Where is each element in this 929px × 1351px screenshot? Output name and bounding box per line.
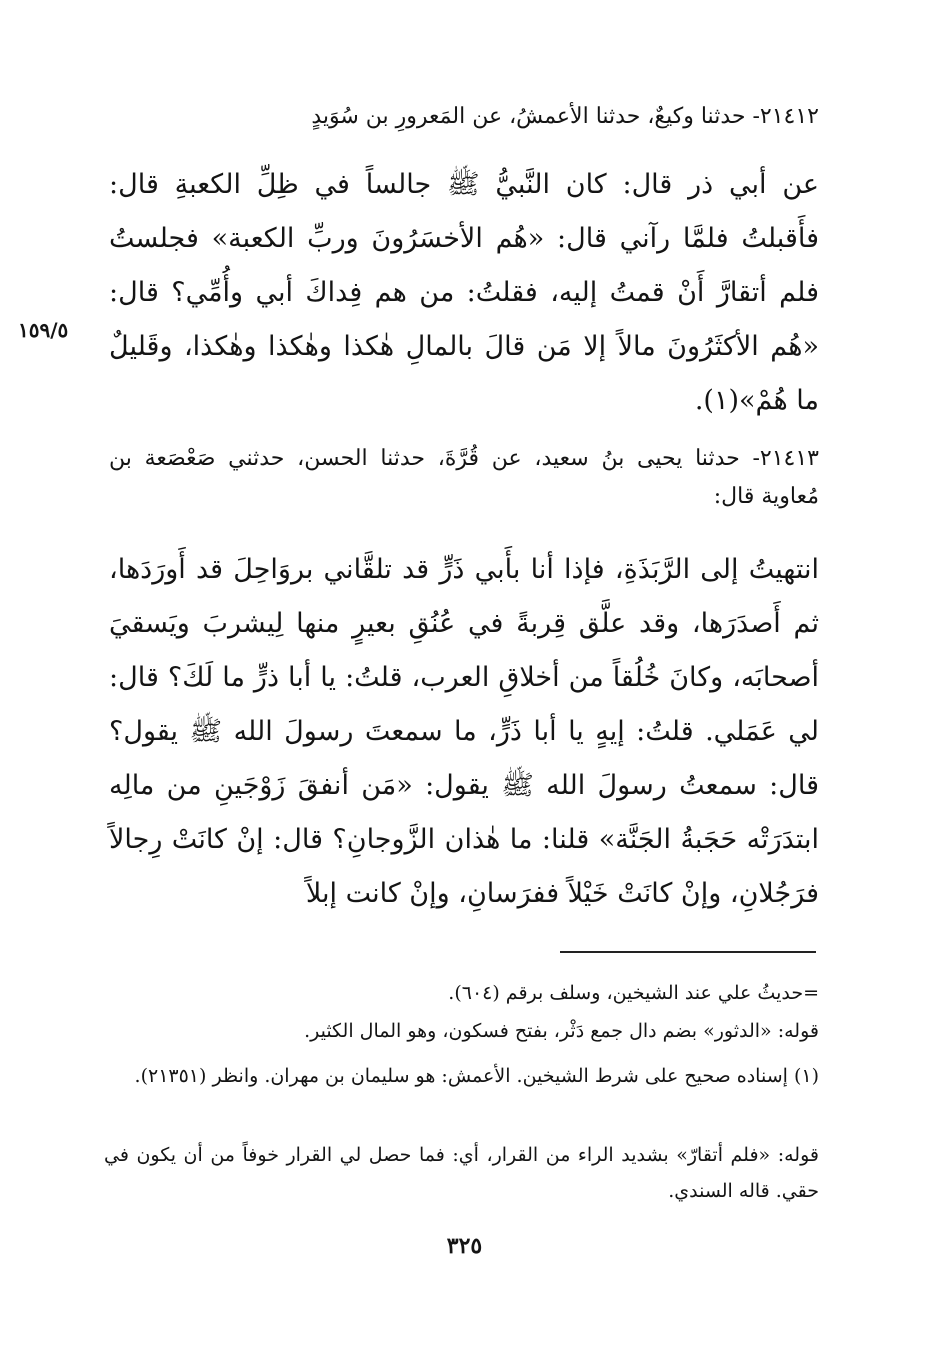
hadith-text-2141x: عن أبي ذر قال: كان النَّبيُّ ﷺ جالساً في ظِلِّ الكعبةِ قال: فأَقبلتُ فلمَّا رآني قال: «هُم الأخسَرُونَ وربِّ الكعبة» فجلستُ فلم أتقارَّ أَنْ قمتُ إليه، فقلتُ: من هم فِداكَ أبي وأُمِّي؟ قال: «هُم الأكثَرُونَ مالاً إلا مَن قالَ بالمالِ هٰكذا وهٰكذا وهٰكذا، وقَليلٌ ما هُمْ»(١). (109, 169, 819, 416)
footnote-separator (560, 951, 816, 953)
hadith-header-2141x: ٢١٤١٢- حدثنا وكيعٌ، حدثنا الأعمشُ، عن المَعرورِ بن سُوَيدٍ (311, 104, 819, 129)
page-number: ٣٢٥ (446, 1233, 483, 1259)
margin-reference: ١٥٩/٥ (18, 318, 69, 342)
footnote-dathur: قوله: «الدثور» بضم دال جمع دَثْر، بفتح فسكون، وهو المال الكثير. (304, 1020, 819, 1042)
hadith-text-21413: انتهيتُ إلى الرَّبَذَةِ، فإذا أنا بأَبي ذَرٍّ قد تلقَّاني بروَاحِلَ قد أَورَدَها، ثم أَصدَرَها، وقد علَّق قِربةً في عُنُقِ بعيرٍ منها لِيشربَ ويَسقيَ أصحابَه، وكانَ خُلُقاً من أخلاقِ العرب، قلتُ: يا أبا ذرٍّ ما لَكَ؟ قال: لي عَمَلي. قلتُ: إيهٍ يا أبا ذَرٍّ، ما سمعتَ رسولَ الله ﷺ يقول؟ قال: سمعتُ رسولَ الله ﷺ يقول: «مَن أنفقَ زَوْجَينِ من مالِه ابتدَرَتْه حَجَبةُ الجَنَّة» قلنا: ما هٰذان الزَّوجانِ؟ قال: إنْ كانَتْ رِجالاً فرَجُلانِ، وإنْ كانَتْ خَيْلاً ففرَسانِ، وإنْ كانت إبلاً (109, 554, 819, 909)
footnote-1: (١) إسناده صحيح على شرط الشيخين. الأعمش: هو سليمان بن مهران. وانظر (٢١٣٥١). (134, 1065, 819, 1087)
footnote-taqarr: قوله: «فلم أتقارّ» بشديد الراء من القرار، أي: فما حصل لي القرار خوفاً من أن يكون في حقي. قاله السندي. (104, 1144, 819, 1202)
hadith-header-21413: ٢١٤١٣- حدثنا يحيى بنُ سعيد، عن قُرَّةَ، حدثنا الحسن، حدثني صَعْصَعة بن مُعاوية قال: (109, 446, 819, 509)
footnote-continuation: =حديثُ علي عند الشيخين، وسلف برقم (٦٠٤). (448, 982, 819, 1004)
